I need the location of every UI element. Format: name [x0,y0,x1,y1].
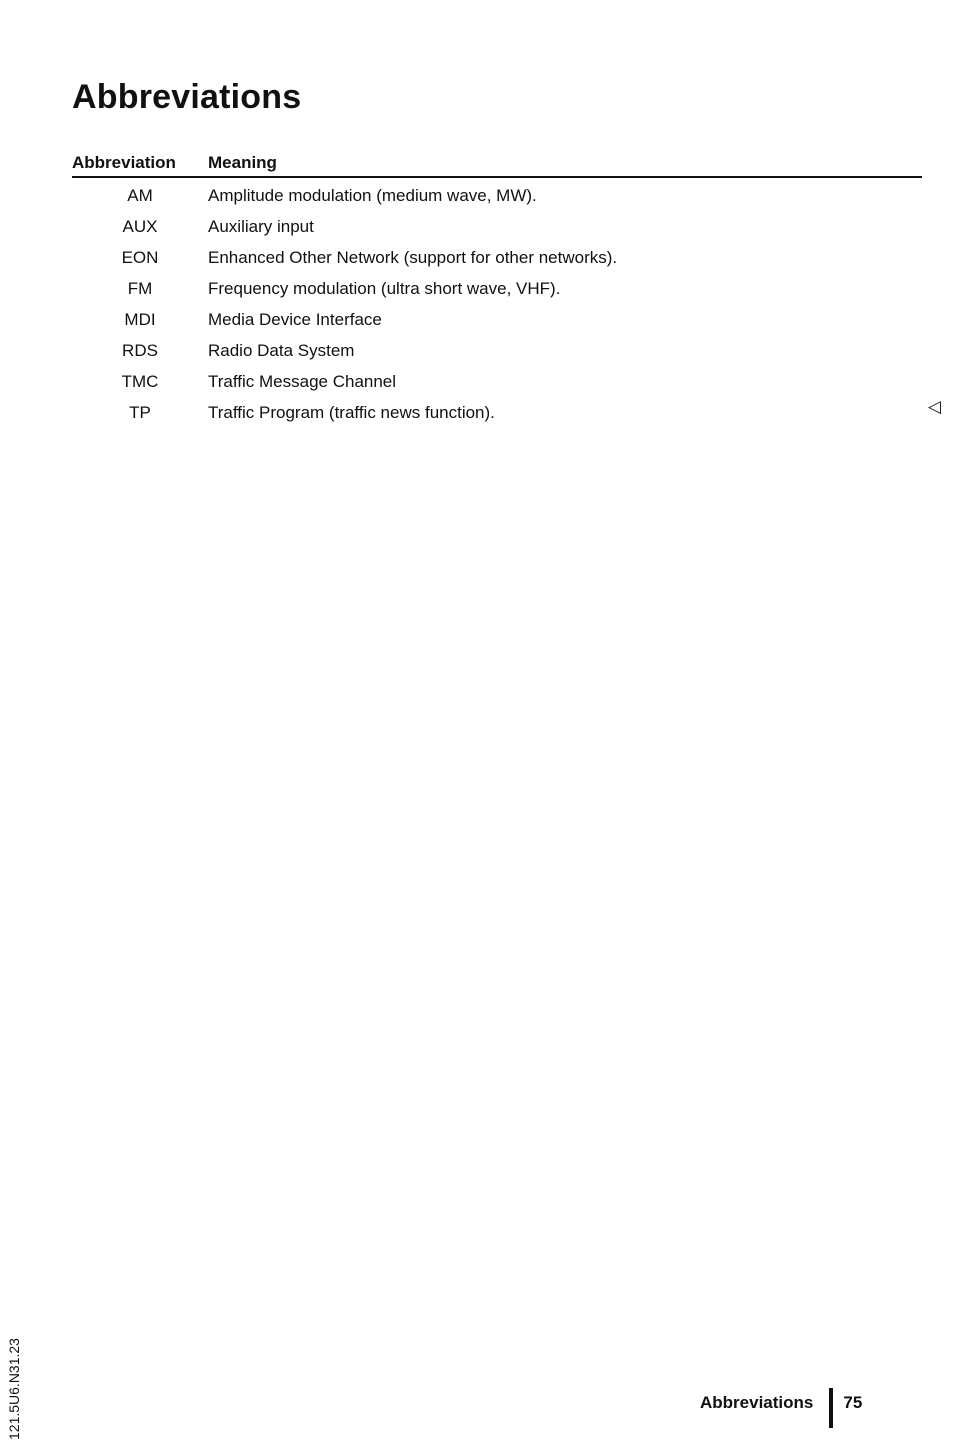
row-abbreviation: FM [127,278,153,298]
row-abbreviation: EON [121,247,159,267]
footer-section-title: Abbreviations [700,1393,814,1412]
row-abbreviation: TP [129,402,151,422]
end-marker-icon: ◁ [928,397,942,416]
table-row [72,180,922,211]
table-row [72,397,922,428]
row-abbreviation: TMC [121,371,159,391]
row-meaning: Auxiliary input [208,216,314,236]
table-row [72,211,922,242]
table-row [72,335,922,366]
table-row [72,366,922,397]
row-abbreviation: AUX [122,216,158,236]
table-row [72,304,922,335]
table-row [72,242,922,273]
row-meaning: Traffic Program (traffic news function). [208,402,495,422]
table-row [72,273,922,304]
page-footer [700,1389,862,1417]
side-document-code: 121.5U6.N31.23 [6,1338,22,1440]
row-meaning: Traffic Message Channel [208,371,397,391]
row-meaning: Frequency modulation (ultra short wave, VHF). [208,278,561,298]
header-abbreviation: Abbreviation [72,153,176,172]
row-abbreviation: AM [127,185,153,205]
table-body [72,178,922,428]
row-meaning: Amplitude modulation (medium wave, MW). [208,185,537,205]
abbreviations-table [72,143,922,428]
row-abbreviation: RDS [122,340,158,360]
table-header [72,143,922,178]
row-meaning: Radio Data System [208,340,355,360]
row-meaning: Media Device Interface [208,309,382,329]
header-meaning: Meaning [208,153,277,172]
page-title: Abbreviations [72,78,302,116]
row-abbreviation: MDI [124,309,156,329]
row-meaning: Enhanced Other Network (support for other networks). [208,247,618,267]
page-number: 75 [843,1393,863,1412]
